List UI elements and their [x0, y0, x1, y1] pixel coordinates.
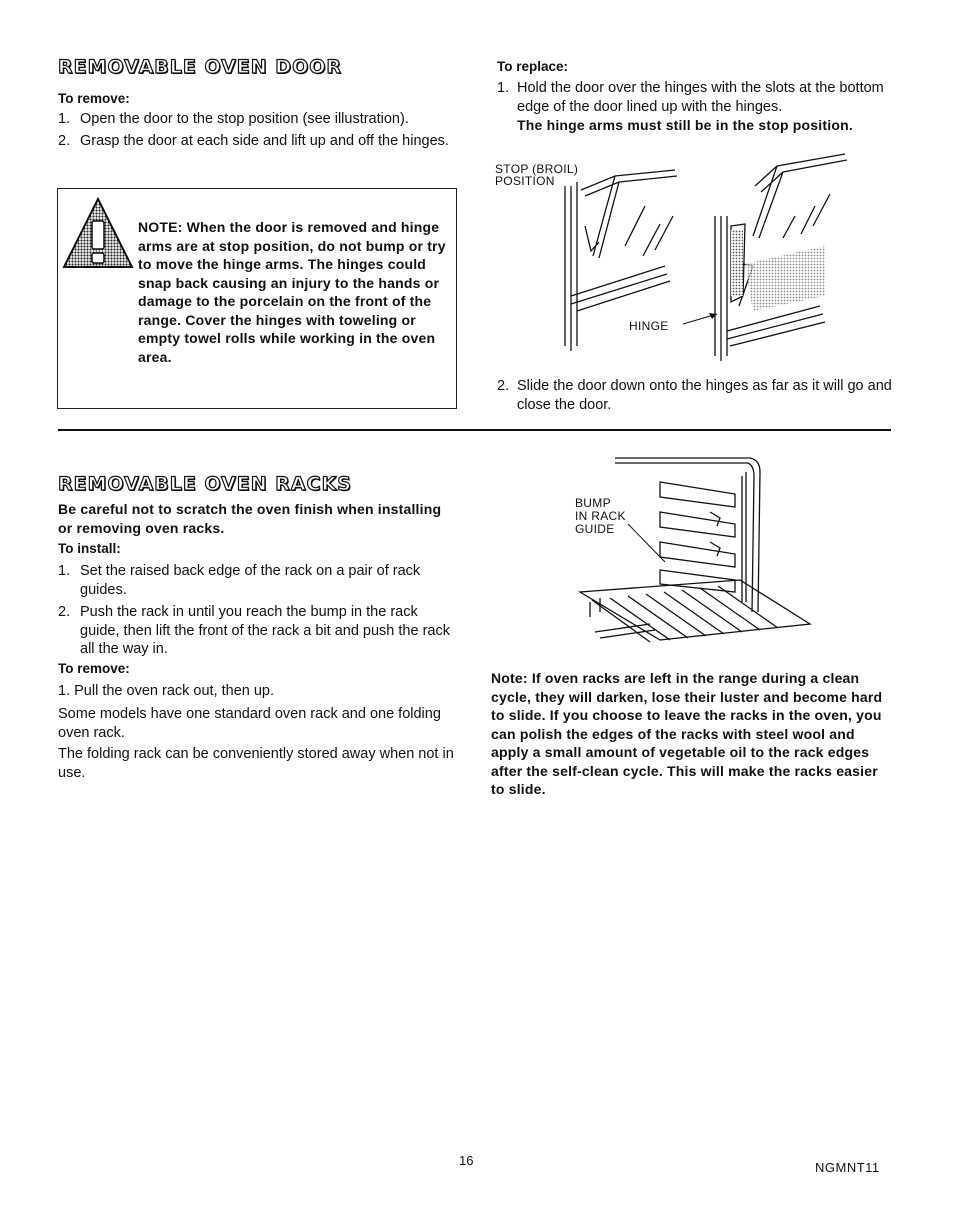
racks-remove-step: 1. Pull the oven rack out, then up.: [58, 683, 275, 699]
racks-paragraph-2: The folding rack can be conveniently stored away when not in use.: [58, 746, 454, 781]
fig-label-stop: STOP (BROIL): [495, 162, 579, 176]
oven-door-replace-title: To replace:: [497, 59, 569, 74]
section-divider: [58, 429, 891, 431]
racks-paragraph-1: Some models have one standard oven rack and one folding oven rack.: [58, 706, 441, 741]
list-item: 1. Set the raised back edge of the rack on a pair of rack guides.: [58, 563, 421, 598]
list-item: 2. Grasp the door at each side and lift up and off the hinges.: [58, 132, 449, 149]
racks-remove-title: To remove:: [58, 661, 130, 676]
list-item: 2. Push the rack in until you reach the bump in the rack guide, then lift the front of the rack a bit and push the rack all the way in.: [58, 604, 450, 657]
fig-label-guide: GUIDE: [575, 522, 615, 536]
fig-label-in-rack: IN RACK: [575, 509, 626, 523]
replace-step-1: [497, 79, 897, 135]
step-text: Slide the door down onto the hinges as far as it will go and close the door.: [517, 378, 892, 413]
oven-racks-caution: Be careful not to scratch the oven finish when installing or removing oven racks.: [58, 501, 442, 536]
document-code: NGMNT11: [815, 1160, 880, 1175]
step-bold-text: The hinge arms must still be in the stop position.: [517, 117, 853, 133]
oven-racks-heading: REMOVABLE OVEN RACKS: [58, 473, 352, 495]
install-title: To install:: [58, 541, 121, 556]
page-number: 16: [459, 1153, 474, 1168]
oven-racks-note: Note: If oven racks are left in the range during a clean cycle, they will darken, lose their luster and become hard to slide. If you choose to leave the racks in the oven, you can polish the edges of the racks with steel wool and apply a small amount of vegetable oil to the rack edges after the self-clean cycle. This will make the racks easier to slide.: [491, 670, 883, 797]
step-number: 1.: [497, 80, 510, 96]
oven-rack-illustration: [570, 452, 820, 662]
oven-door-remove-steps: [58, 110, 458, 150]
warning-triangle-icon: [62, 197, 134, 269]
oven-door-heading: REMOVABLE OVEN DOOR: [58, 56, 343, 78]
oven-door-remove-title: To remove:: [58, 91, 130, 106]
list-item: 1. Open the door to the stop position (see illustration).: [58, 111, 409, 127]
fig-label-bump: BUMP: [575, 496, 611, 510]
step-number: 2.: [497, 378, 510, 394]
warning-note-box: [57, 188, 457, 409]
step-text: Hold the door over the hinges with the slots at the bottom edge of the door lined up with the hinges.: [517, 80, 884, 115]
warning-note-text: NOTE: When the door is removed and hinge arms are at stop position, do not bump or try to move the hinge arms. The hinges could snap back causing an injury to the hands or damage to the porcelain on the front of the range. Cover the hinges with toweling or empty towel rolls while working in the oven area.: [138, 219, 446, 365]
replace-step-2: [497, 377, 897, 414]
install-steps: [58, 562, 458, 659]
fig-label-position: POSITION: [495, 174, 555, 188]
fig-label-hinge: HINGE: [629, 319, 669, 333]
